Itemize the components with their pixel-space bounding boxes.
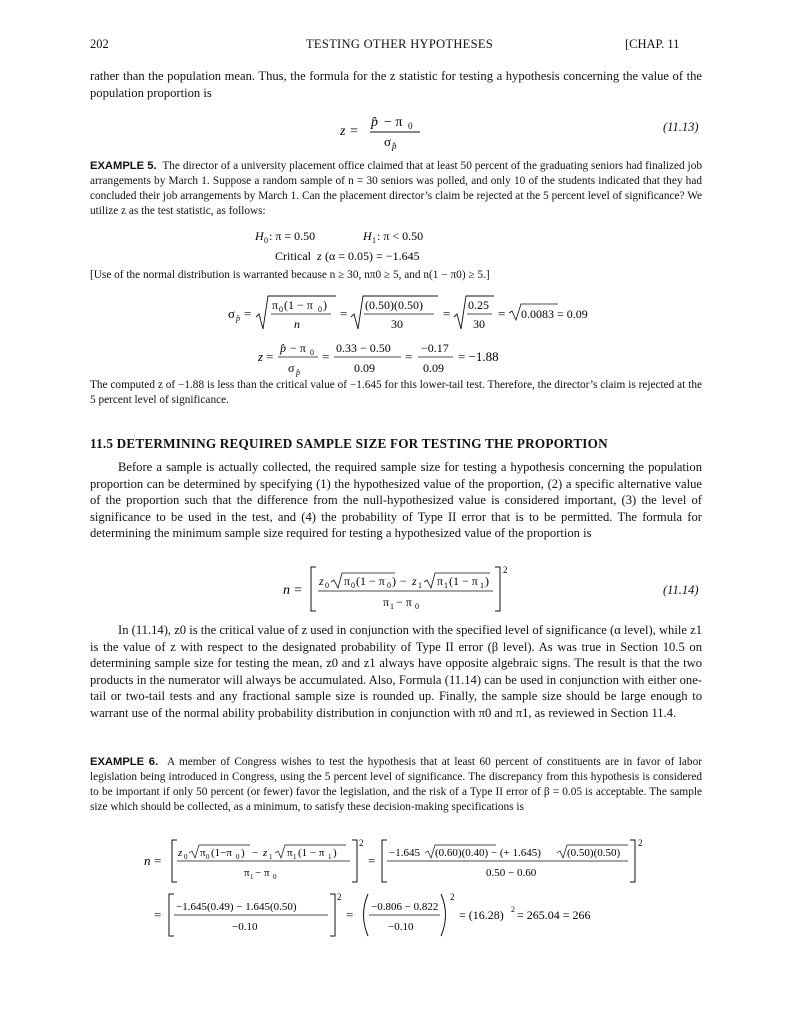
svg-text:−0.17: −0.17 [421, 341, 449, 355]
svg-text:π: π [244, 867, 250, 879]
section-heading-11-5: 11.5 DETERMINING REQUIRED SAMPLE SIZE FOR TESTING THE PROPORTION [90, 436, 608, 451]
svg-text:=: = [443, 306, 451, 321]
svg-text:0.50 − 0.60: 0.50 − 0.60 [486, 867, 537, 879]
svg-text:(0.60)(0.40) − (+ 1.645): (0.60)(0.40) − (+ 1.645) [435, 847, 541, 859]
svg-text:=: = [346, 907, 354, 922]
svg-text:30: 30 [473, 317, 485, 331]
svg-text:π: π [200, 847, 206, 859]
hypotheses-equations [255, 226, 515, 266]
page-number: 202 [90, 37, 109, 51]
svg-text:n: n [283, 583, 290, 598]
svg-text:2: 2 [359, 838, 364, 848]
svg-text:z: z [317, 249, 322, 263]
example-5-label: EXAMPLE 5. [90, 160, 157, 172]
svg-text:H: H [363, 229, 372, 243]
svg-text:0: 0 [415, 602, 419, 611]
z-calculation-equation [258, 340, 518, 380]
example-6 [90, 755, 702, 815]
intro-paragraph: rather than the population mean. Thus, the formula for the z statistic for testing a hypothesis concerning the value of the population proportion is [90, 69, 702, 100]
equation-number-11-13: (11.13) [663, 120, 699, 134]
svg-text:p̂: p̂ [280, 341, 286, 355]
svg-text:2: 2 [503, 565, 508, 575]
svg-text:=: = [498, 306, 506, 321]
svg-text:π: π [272, 298, 279, 312]
svg-text:(1 − π: (1 − π [284, 298, 313, 312]
svg-text:π: π [437, 574, 444, 588]
svg-text:0: 0 [279, 305, 283, 314]
svg-text:π: π [344, 574, 351, 588]
svg-text:−0.10: −0.10 [388, 921, 414, 933]
formula-11-14 [283, 561, 523, 617]
svg-text:): ) [392, 574, 396, 588]
svg-text:p̂: p̂ [296, 368, 300, 377]
normal-distribution-note: [Use of the normal distribution is warranted because n ≥ 30, nπ0 ≥ 5, and n(1 − π0) ≥ 5.] [90, 269, 490, 281]
svg-text:σ: σ [384, 134, 392, 149]
chapter-label: [CHAP. 11 [625, 37, 680, 51]
example-5-text: The director of a university placement office claimed that at least 50 percent of the graduating seniors had finalized job arrangements by March 1. Suppose a random sample of n = 30 seniors was polled, and only 10 of the students indicated that they had concluded their job arrangements by March 1. Can the placement director’s claim be rejected at the 5 percent level of significance? We utilize z as the test statistic, as follows: [90, 160, 702, 217]
svg-text:z: z [178, 847, 183, 859]
svg-text:2: 2 [450, 892, 455, 902]
svg-text:1: 1 [444, 581, 448, 590]
svg-text:=: = [244, 306, 252, 321]
svg-text:0.25: 0.25 [468, 298, 489, 312]
svg-text:=: = [266, 349, 274, 364]
svg-text:σ: σ [288, 361, 295, 375]
sigma-equation [228, 293, 588, 337]
svg-text:z: z [412, 574, 417, 588]
svg-text:−0.10: −0.10 [232, 921, 258, 933]
svg-text:z: z [319, 574, 324, 588]
svg-text:−1.645(0.49) − 1.645(0.50): −1.645(0.49) − 1.645(0.50) [176, 901, 297, 913]
svg-text:1: 1 [269, 853, 273, 861]
svg-text:H: H [255, 229, 264, 243]
svg-text:2: 2 [511, 905, 515, 914]
svg-text:(0.50)(0.50): (0.50)(0.50) [365, 298, 423, 312]
svg-text:0: 0 [325, 581, 329, 590]
svg-text:p̂: p̂ [371, 115, 378, 130]
svg-text:: π < 0.50: : π < 0.50 [377, 229, 424, 243]
svg-text:0: 0 [310, 348, 314, 357]
svg-text:1: 1 [418, 581, 422, 590]
svg-text:): ) [333, 847, 337, 859]
svg-text:−1.645: −1.645 [389, 847, 420, 859]
svg-text:=: = [294, 583, 302, 598]
svg-text:= 265.04 = 266: = 265.04 = 266 [517, 908, 591, 922]
svg-text:0: 0 [236, 853, 240, 861]
svg-text:=: = [368, 853, 376, 868]
svg-text:0: 0 [206, 853, 210, 861]
svg-text:0: 0 [318, 305, 322, 314]
section-paragraph-2: In (11.14), z0 is the critical value of z used in conjunction with the specified level of significance (α level), while z1 is the value of z with respect to the designated probability of Type II error (β level). As was true in Section 10.5 on determining sample size for testing the mean, z0 and z1 always have opposite algebraic signs. The result is that the two products in the numerator will always be accumulated. Also, Formula (11.14) can be used in conjunction with either one-tail or two-tail tests and any fractional sample size is rounded up. Finally, the sample size should be large enough to warrant use of the normal ability probability distribution in conjunction with π0 and π1, as reviewed in Section 11.4. [90, 623, 702, 720]
svg-text:(α = 0.05) = −1.645: (α = 0.05) = −1.645 [325, 249, 420, 263]
equation-number-11-14: (11.14) [663, 583, 699, 597]
svg-text:(1 − π: (1 − π [298, 847, 325, 859]
svg-text:=: = [154, 907, 162, 922]
svg-text:= −1.88: = −1.88 [458, 349, 499, 364]
svg-text:=: = [322, 349, 330, 364]
svg-text:(1−π: (1−π [211, 847, 232, 859]
svg-text:1: 1 [480, 581, 484, 590]
svg-text:p̂: p̂ [236, 314, 240, 323]
example-5-conclusion: The computed z of −1.88 is less than the critical value of −1.645 for this lower-tail test. Therefore, the director’s claim is rejected at the 5 percent level of significance. [90, 379, 702, 406]
svg-text:): ) [241, 847, 245, 859]
svg-text:=: = [340, 306, 348, 321]
svg-text:2: 2 [337, 892, 342, 902]
svg-text:1: 1 [390, 602, 394, 611]
svg-text:0: 0 [387, 581, 391, 590]
example-6-equation-line-1 [144, 836, 654, 886]
svg-text:0: 0 [184, 853, 188, 861]
svg-text:= (16.28): = (16.28) [459, 908, 504, 922]
svg-text:2: 2 [638, 838, 643, 848]
svg-text:− π: − π [255, 867, 270, 879]
svg-text:0: 0 [351, 581, 355, 590]
example-5 [90, 159, 702, 219]
svg-text:− π: − π [396, 595, 412, 609]
svg-text:z: z [340, 124, 346, 139]
svg-text:0: 0 [264, 236, 268, 245]
example-6-label: EXAMPLE 6. [90, 756, 159, 768]
section-paragraph-1: Before a sample is actually collected, the required sample size for testing a hypothesis concerning the population proportion can be determined by specifying (1) the hypothesized value of the proportion, (2) a specific alternative value of the proportion such that the difference from the null-hypothesized value is considered important, (3) the level of significance to be used in the test, and (4) the probability of Type II error that is to be permitted. The formula for determining the minimum sample size required for testing a hypothesized value of the proportion is [90, 460, 702, 541]
svg-text:0.33 − 0.50: 0.33 − 0.50 [336, 341, 391, 355]
svg-text:30: 30 [391, 317, 403, 331]
svg-text:1: 1 [372, 236, 376, 245]
example-6-text: A member of Congress wishes to test the hypothesis that at least 60 percent of constituents are in favor of labor legislation being introduced in Congress, using the 5 percent level of significance. The discrepancy from this hypothesis is considered to be important if only 50 percent (or fewer) favor the legislation, and the risk of a Type II error of β = 0.05 is acceptable. The sample size which should be collected, as a minimum, to satisfy these decision-making specifications is [90, 756, 702, 813]
svg-text:(1 − π: (1 − π [449, 574, 478, 588]
svg-text:): ) [485, 574, 489, 588]
svg-text:1: 1 [328, 853, 332, 861]
svg-text:0.09: 0.09 [354, 361, 375, 375]
svg-text:0.0083 = 0.09: 0.0083 = 0.09 [521, 307, 588, 321]
svg-text:z: z [263, 847, 268, 859]
svg-text:0.09: 0.09 [423, 361, 444, 375]
running-title: TESTING OTHER HYPOTHESES [306, 37, 494, 51]
svg-text:− π: − π [290, 341, 306, 355]
svg-text:p̂: p̂ [392, 141, 397, 151]
svg-text:π: π [383, 595, 390, 609]
svg-text:(1 − π: (1 − π [356, 574, 385, 588]
svg-text:−: − [252, 847, 259, 859]
svg-text:0: 0 [273, 873, 277, 881]
svg-text:n: n [294, 317, 300, 331]
svg-text:=: = [350, 124, 358, 139]
svg-text:1: 1 [250, 873, 254, 881]
svg-text:0: 0 [408, 121, 413, 131]
svg-text:=: = [154, 853, 162, 868]
svg-text:: π = 0.50: : π = 0.50 [269, 229, 316, 243]
formula-11-13 [340, 108, 460, 150]
svg-text:σ: σ [228, 306, 236, 321]
svg-text:Critical: Critical [275, 249, 311, 263]
svg-text:z: z [258, 349, 264, 364]
svg-text:−: − [400, 574, 407, 588]
svg-text:π: π [287, 847, 293, 859]
svg-text:n: n [144, 853, 151, 868]
svg-text:1: 1 [293, 853, 297, 861]
svg-text:− π: − π [384, 115, 403, 130]
svg-text:−0.806 − 0.822: −0.806 − 0.822 [371, 901, 439, 913]
svg-text:): ) [323, 298, 327, 312]
svg-text:(0.50)(0.50): (0.50)(0.50) [567, 847, 621, 859]
svg-text:=: = [405, 349, 413, 364]
example-6-equation-line-2 [154, 890, 604, 940]
